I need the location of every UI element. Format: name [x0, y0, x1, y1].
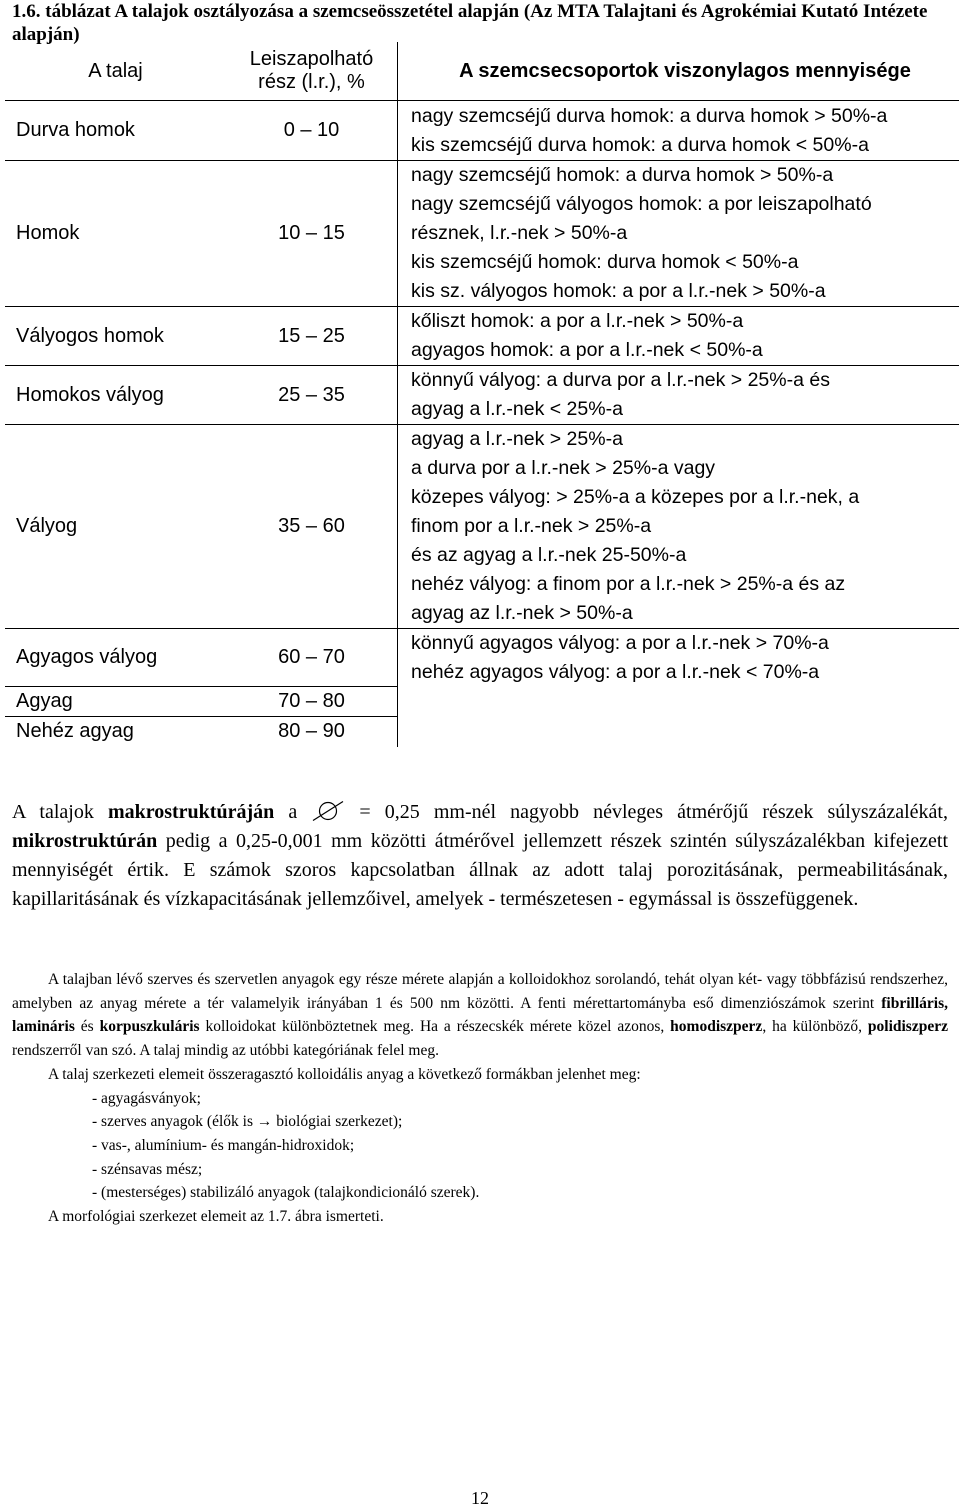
para2-text: és [74, 1018, 100, 1036]
group-line: kis sz. vályogos homok: a por a l.r.-nek > 50%-a [411, 280, 826, 302]
para2-text: A talajban lévő szerves és szervetlen anyagok egy része mérete alapján a kolloidokhoz sorolandó, tehát olyan két- vagy többfázisú rendszerhez, amelyben az anyag mérete a tér valamelyik irányában 1 és 500 nm közötti. A fenti mérettartományba eső dimenziószámok szerint [12, 971, 948, 1012]
soil-name: Vályog [5, 425, 226, 629]
group-line: agyagos homok: a por a l.r.-nek < 50%-a [411, 339, 763, 361]
term-fibrillaris-laminaris: fibrilláris, lamináris [12, 994, 948, 1036]
page-number: 12 [471, 1488, 489, 1508]
table-row [5, 366, 959, 425]
soil-name: Agyag [5, 687, 226, 717]
arrow-right-icon: → [256, 1113, 273, 1131]
diameter-symbol-icon [311, 801, 345, 821]
list-item-text: - szerves anyagok (élők is [92, 1113, 257, 1131]
colloid-paragraph [12, 968, 948, 1063]
table-row [5, 425, 959, 629]
soil-range: 70 – 80 [226, 687, 398, 717]
list-item: - vas-, alumínium- és mangán-hidroxidok; [92, 1136, 355, 1154]
header-soil-text: A talaj [88, 59, 143, 82]
group-line: agyag a l.r.-nek < 25%-a [411, 398, 623, 420]
group-line: és az agyag a l.r.-nek 25-50%-a [411, 544, 687, 566]
soil-name: Agyagos vályog [5, 629, 226, 687]
group-line: kis szemcséjű homok: durva homok < 50%-a [411, 251, 799, 273]
group-line: finom por a l.r.-nek > 25%-a [411, 515, 652, 537]
forms-intro: A talaj szerkezeti elemeit összeragasztó kolloidális anyag a következő formákban jelenhet meg: [48, 1065, 641, 1083]
soil-name: Homokos vályog [5, 366, 226, 425]
soil-range: 60 – 70 [226, 629, 398, 687]
group-line: a durva por a l.r.-nek > 25%-a vagy [411, 457, 716, 479]
list-item: - agyagásványok; [92, 1089, 201, 1107]
para2-text: , ha különböző, [762, 1018, 868, 1036]
table-row [5, 629, 959, 687]
group-description [398, 629, 960, 747]
soil-range: 35 – 60 [226, 425, 398, 629]
header-fraction-line1: Leiszapolható [249, 48, 374, 70]
header-fraction-line2: rész (l.r.), % [258, 71, 365, 93]
para1-text: pedig a 0,25-0,001 mm közötti átmérővel jellemzett részek szintén súlyszázalékban kifejezett mennyiségét értik. E számok szoros kapcsolatban állnak az adott talaj porozitásának, permeabilitásának, kapillaritásának és vízkapacitásának jellemzőivel, amelyek - természetesen - egymással is összefüggenek. [12, 830, 948, 910]
list-item-text: biológiai szerkezet); [272, 1113, 403, 1131]
group-description [398, 161, 960, 307]
list-item: - szénsavas mész; [92, 1160, 203, 1178]
soil-classification-table [5, 42, 959, 747]
group-description [398, 307, 960, 366]
soil-name: Vályogos homok [5, 307, 226, 366]
soil-range: 10 – 15 [226, 161, 398, 307]
group-line: nagy szemcséjű durva homok: a durva homok > 50%-a [411, 104, 888, 127]
para1-text: a [274, 801, 312, 823]
soil-range: 15 – 25 [226, 307, 398, 366]
term-mikrostruktura: mikrostruktúrán [12, 830, 158, 852]
soil-name: Homok [5, 161, 226, 307]
table-row [5, 307, 959, 366]
paragraph-colloids [12, 968, 948, 1229]
group-line: nehéz vályog: a finom por a l.r.-nek > 25%-a és az [411, 573, 846, 595]
group-line: kőliszt homok: a por a l.r.-nek > 50%-a [411, 310, 744, 332]
group-line: résznek, l.r.-nek > 50%-a [411, 222, 628, 244]
table-row [5, 101, 959, 161]
soil-range: 80 – 90 [226, 717, 398, 747]
group-line: nagy szemcséjű homok: a durva homok > 50%-a [411, 164, 834, 186]
term-makrostruktura: makrostruktúráján [107, 801, 275, 823]
group-description [398, 101, 960, 161]
table-caption: 1.6. táblázat A talajok osztályozása a szemcseösszetétel alapján (Az MTA Talajtani és Agrokémiai Kutató Intézete alapján) [12, 1, 928, 45]
para1-text: A talajok [12, 801, 108, 823]
list-item: - (mesterséges) stabilizáló anyagok (talajkondicionáló szerek). [92, 1184, 480, 1202]
header-soil [5, 42, 226, 101]
soil-name: Durva homok [5, 101, 226, 161]
table-row [5, 161, 959, 307]
header-groups: A szemcsecsoportok viszonylagos mennyisége [398, 42, 960, 101]
term-homodiszperz: homodiszperz [670, 1018, 763, 1036]
group-line: nehéz agyagos vályog: a por a l.r.-nek < 70%-a [411, 661, 820, 683]
colloid-forms-list [12, 1087, 948, 1206]
group-line: könnyű vályog: a durva por a l.r.-nek > 25%-a és [411, 369, 830, 391]
soil-range: 0 – 10 [226, 101, 398, 161]
para1-text: = 0,25 mm-nél nagyobb névleges átmérőjű részek súlyszázalékát, [345, 801, 948, 823]
figure-reference: A morfológiai szerkezet elemeit az 1.7. ábra ismerteti. [48, 1208, 384, 1226]
group-line: agyag az l.r.-nek > 50%-a [411, 602, 633, 624]
term-korpuszkularis: korpuszkuláris [99, 1018, 200, 1036]
soil-range: 25 – 35 [226, 366, 398, 425]
group-line: közepes vályog: > 25%-a a közepes por a l.r.-nek, a [411, 486, 860, 508]
group-description [398, 366, 960, 425]
group-line: könnyű agyagos vályog: a por a l.r.-nek > 70%-a [411, 632, 829, 654]
para2-text: kolloidokat különböztetnek meg. Ha a részecskék mérete közel azonos, [199, 1018, 671, 1036]
group-line: nagy szemcséjű vályogos homok: a por leiszapolható [411, 193, 872, 215]
group-line: agyag a l.r.-nek > 25%-a [411, 428, 623, 450]
term-polidiszperz: polidiszperz [867, 1018, 948, 1036]
group-line: kis szemcséjű durva homok: a durva homok < 50%-a [411, 133, 869, 156]
header-fraction [226, 42, 398, 101]
list-item [92, 1110, 948, 1134]
table-header-row [5, 42, 959, 101]
paragraph-structure [12, 798, 948, 914]
para2-text: rendszerről van szó. A talaj mindig az utóbbi kategóriának felel meg. [12, 1042, 439, 1060]
group-description [398, 425, 960, 629]
soil-name: Nehéz agyag [16, 720, 134, 743]
